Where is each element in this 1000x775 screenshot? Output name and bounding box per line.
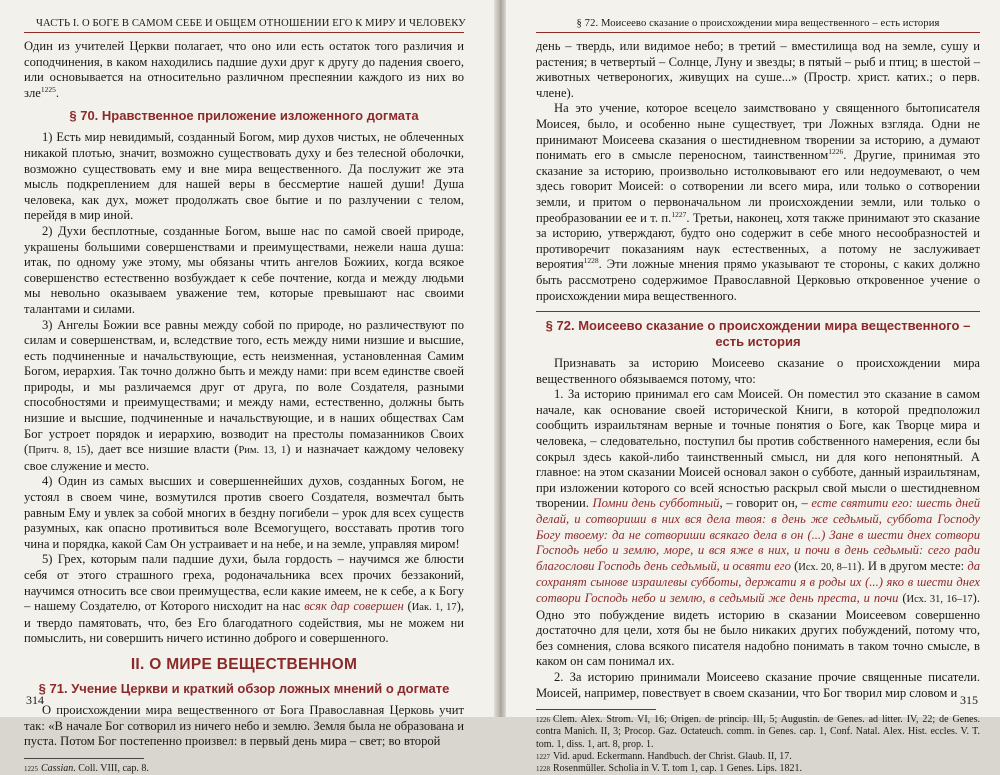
paragraph: 5) Грех, которым пали падшие духи, была гордость – научимся же блюсти себя от этого страшного греха, родоначальника всех прочих беззаконий, научимся относить все свои преимущества, если какие имеем, не к себе, а к Богу – нашему Создателю, от Которого нисходит на нас всяк дар совершен (Иак. 1, 17), и твердо памятовать, что, без Его благодатного содействия, мы не можем ни помыслить, ни совершить ничего истинно доброго и совершенного. xyxy=(24,552,464,646)
right-page xyxy=(506,0,1000,774)
section-heading-70: § 70. Нравственное приложение изложенного догмата xyxy=(69,108,419,124)
footnote-divider xyxy=(24,758,144,759)
footnote: $^{1225}$ Cassian. Coll. VIII, cap. 8. xyxy=(24,762,149,774)
scripture-quote: есте святити его: шесть дней делай, и сотвориши в них вся дела твоя: в день же седьмый, суббота Господу Богу твоему: да не сотвориши всякаго дела в он (...) Зане в шести днех сотвори Господь небо и землю, море, и вся яже в них, и почи в день седьмый: сего ради благослови Господь день седьмый, и освяти его xyxy=(536,496,980,573)
footnote: $^{1227}$ Vid. apud. Eckermann. Handbuch. der Christ. Glaub. II, 17. xyxy=(536,750,792,762)
footnote: $^{1228}$ Rosenmüller. Scholia in V. T. tom 1, cap. 1 Genes. Lips. 1821. xyxy=(536,762,802,774)
paragraph: Один из учителей Церкви полагает, что оно или есть остаток того различия и соподчинения, в каком находились падшие духи друг к другу до падения своего, или основывается на относительно различном преспеянии каждого из них во зле$^{1225}$. xyxy=(24,39,464,100)
running-head: § 72. Моисеево сказание о происхождении мира вещественного – есть история xyxy=(536,18,980,33)
footnote: $^{1226}$ Clem. Alex. Strom. VI, 16; Origen. de princip. III, 5; Augustin. de Genes. ad litter. IV, 22; de Genes. contra Manich. II, 3; Procop. Gaz. Octateuch. comm. in Genes. cap. 1, Conf. Natal. Alex. Hist. eccles. V. T. tom. 1, diss. 1, art. 8, prop. 1. xyxy=(536,714,980,750)
paragraph: 2. За историю принимали Моисеево сказание прочие священные писатели. Моисей, например, повествует в своем сказании, что Бог творил мир словом и xyxy=(536,669,980,700)
section-heading-71: § 71. Учение Церкви и краткий обзор ложных мнений о догмате xyxy=(38,680,450,696)
running-head: ЧАСТЬ I. О БОГЕ В САМОМ СЕБЕ И ОБЩЕМ ОТНОШЕНИИ ЕГО К МИРУ И ЧЕЛОВЕКУ xyxy=(24,18,464,33)
paragraph: день – твердь, или видимое небо; в третий – вместилища вод на земле, сушу и растения; в четвертый – Солнце, Луну и звезды; в пятый – рыб и птиц; в шестой – животных четвероногих, живущих на суше...» (Простр. христ. катих.; о перв. члене). xyxy=(536,39,980,100)
scripture-quote: да сохранят сынове израилевы субботы, держати я в роды их (...) яко в шести днех сотвори Господь небо и землю, в седьмый же день преста, и почи xyxy=(536,558,980,605)
footnote-divider xyxy=(536,709,656,710)
paragraph: 4) Один из самых высших и совершеннейших духов, созданных Богом, не устоял в своем чине, возмутился против своего Создателя, возмечтал быть равным Ему и увлек за собой многих в бездну погибели – урок для всех существ разумных, как опасно противиться воле Всемогущего, восставать против того чина и порядка, какой Сам Он устраивает и на небе, и на земле, управляя миром! xyxy=(24,474,464,551)
paragraph: 1. За историю принимал его сам Моисей. Он поместил это сказание в самом начале, как основание своей исторической Книги, в которой предположил сообщить израильтянам верные и точные понятия о Боге, как Творце мира и человека, – следовательно, поступил бы против собственного намерения, если бы сокрыл здесь какой-либо таинственный смысл, ни для кого непонятный. А главное: на этом сказании Моисей основал закон о субботе, данный израильтянам, при изложении которого со всей ясностью раскрыл свой мысли о шестидневном творении. Помни день субботный, – говорит он, – есте святити его: шесть дней делай, и сотвориши в них вся дела твоя: в день же седьмый, суббота Господу Богу твоему: да не сотвориши всякаго дела в он (...) Зане в шести днех сотвори Господь небо и землю, море, и вся яже в них, и почи в день седьмый: сего ради благослови Господь день седьмый, и освяти его (Исх. 20, 8–11). И в другом месте: да сохранят сынове израилевы субботы, держати я в роды их (...) яко в шести днех сотвори Господь небо и землю, в седьмый же день преста, и почи (Исх. 31, 16–17). Одно это побуждение видеть историю в сказании Моисеевом совершенно достаточно для цели, хотя бы не было никаких других побуждений, потому что, без сомнения, слова всякого писателя надобно понимать в таком точно смысле, в каком он сам понимал их. xyxy=(536,387,981,669)
paragraph: О происхождении мира вещественного от Бога Православная Церковь учит так: «В начале Бог сотворил из ничего небо и землю. Земля была не образована и пуста. Потом Бог постепенно произвел: в первый день мира – свет; во второй xyxy=(24,702,464,749)
paragraph: На это учение, которое всецело заимствовано у священного бытописателя Моисея, было, и особенно ныне существует, три Ложных взгляда. Одни не принимают Моисеева сказания о шестидневном творении за историю, а думают понимать его в смысле переносном, таинственном$^{1226}$. Другие, принимая это сказание за историю, произвольно истолковывают его или недоумевают, о чем здесь говорит Моисей: о сотворении ли всего мира, или только о сотворении земли, и притом о первоначальном ли происхождении земли, или только о преобразовании ее и т. п.$^{1227}$. Третьи, наконец, хотя также принимают это сказание за историю, утверждают, будто оно содержит в себе много несообразностей и противоречит показаниям наук естественных, а потому не заслуживает вероятия$^{1228}$. Эти ложные мнения прямо указывают те стороны, с каких должно быть рассмотрено содержимое Православной Церковью откровенное учение о происхождении мира вещественного. xyxy=(536,101,981,303)
paragraph: Признавать за историю Моисеево сказание о происхождении мира вещественного обязываемся потому, что: xyxy=(536,356,980,386)
page-number: 315 xyxy=(960,693,978,707)
book-gutter xyxy=(494,0,506,717)
page-number: 314 xyxy=(26,693,44,707)
part-heading: II. О МИРЕ ВЕЩЕСТВЕННОМ xyxy=(130,655,358,673)
paragraph: 1) Есть мир невидимый, созданный Богом, мир духов чистых, не облеченных никакой плотью, значит, возможно существовать духу и без телесной оболочки, возможно существовать ему и вне мира вещественного. Да послужит же эта мысль подкреплением для нашей веры в бессмертие нашей души! Душа человека, как дух, может продолжать свое бытие и по разлучении с телом, перейдя в мир иной. xyxy=(24,130,464,223)
scripture-quote: всяк дар совершен xyxy=(304,599,404,614)
left-page xyxy=(0,0,494,774)
paragraph: 3) Ангелы Божии все равны между собой по природе, но различествуют по силам и совершенствам, и, вследствие того, есть между ними низшие и высшие, есть подчиненные и начальствующие, есть неизменная, установленная Самим Богом, иерархия. Так точно должно быть и между нами: при всем единстве своей природы, и мы различаемся друг от друга, по воле Создателя, разными способностями и преимуществами; и между нами, естественно, должны быть низшие и высшие, подчиненные и начальствующие, и в наших обществах Сам Бог устроет порядок и иерархию, возводит на престолы помазанников Своих (Притч. 8, 15), дает все низшие власти (Рим. 13, 1) и назначает каждому человеку свое служение и место. xyxy=(24,317,464,473)
scripture-quote: Помни день субботный xyxy=(592,496,720,511)
paragraph: 2) Духи бесплотные, созданные Богом, выше нас по самой своей природе, украшены большими совершенствами и преимуществами, нежели наша душа: итак, по одному уже этому, мы обязаны чтить ангелов Божиих, когда всякое совершенство естественно возбуждает к себе почтение, когда и между людьми мы невольно оказываем уважение тем, которые превышают нас своими талантами и силами. xyxy=(24,223,464,316)
section-heading-72: § 72. Моисеево сказание о происхождении мира вещественного – есть история xyxy=(536,311,980,350)
